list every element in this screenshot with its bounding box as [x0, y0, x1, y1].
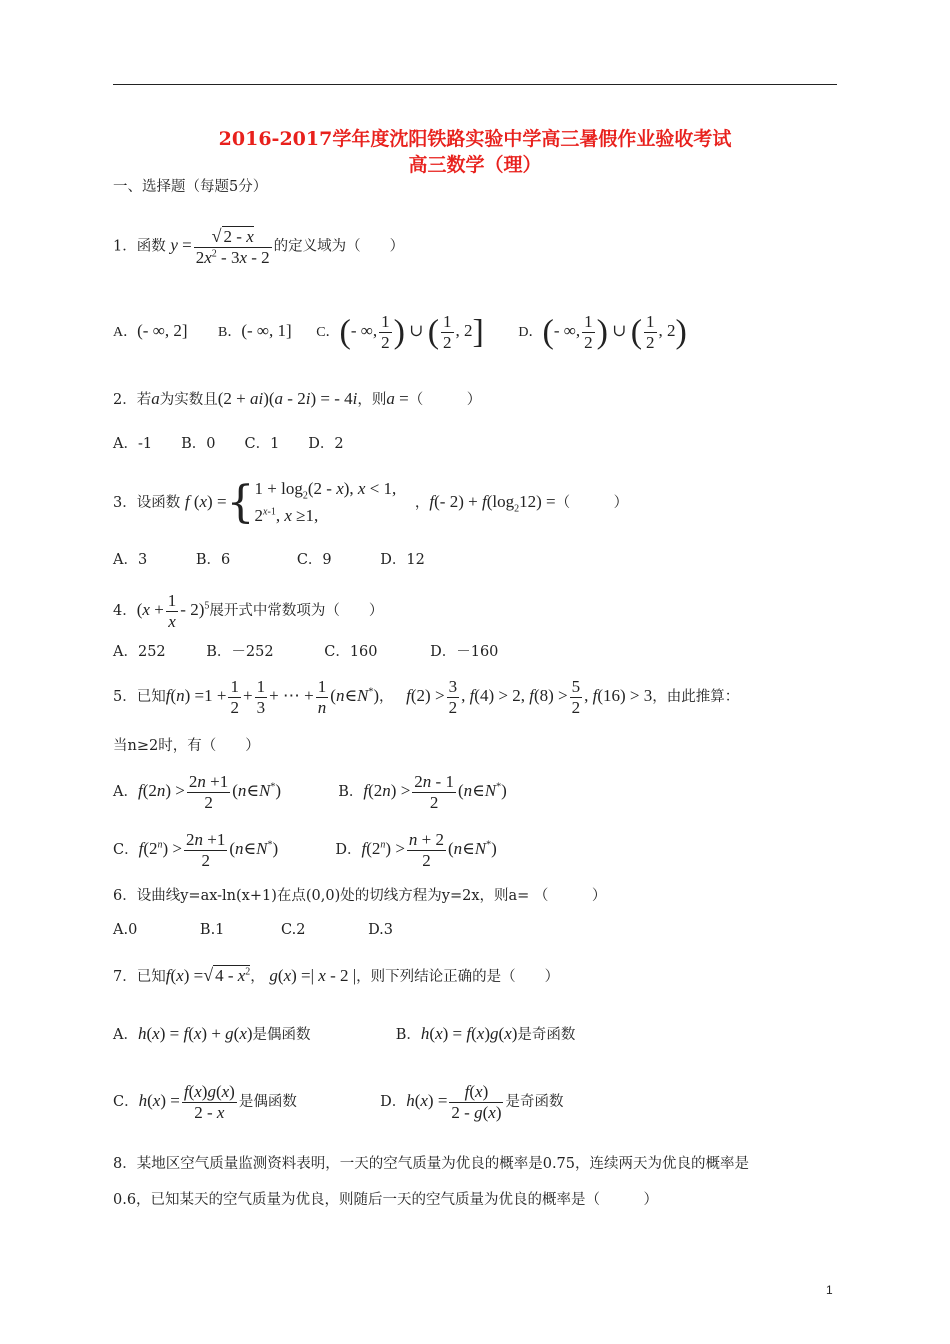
header-rule	[113, 84, 837, 85]
q6-options: A.0 B.1 C.2 D.3	[113, 922, 394, 938]
q7-options-ab: A．h(x) = f(x) + g(x)是偶函数 B．h(x) = f(x)g(x)是奇函数	[113, 1024, 576, 1043]
question-3: 3．设函数 f (x) ={ $1 + \log_2(2 - x)$, x < 1, 2$^{x-1}$, x ≥1, ，f(- $2) + f(\log_212)$ =（ ）	[113, 477, 629, 529]
question-6: 6．设曲线y=ax-ln(x+1)在点(0,0)处的切线方程为y=2x，则a= （ ）	[113, 888, 607, 904]
question-8-line1: 8．某地区空气质量监测资料表明，一天的空气质量为优良的概率是0.75，连续两天为优良的概率是	[113, 1156, 750, 1172]
q2-options: A．-1 B．0 C．1 D．2	[113, 436, 344, 452]
question-2: 2．若a为实数且(2 + ai)(a - 2i) = - 4i，则a =（ ）	[113, 389, 482, 408]
q1-fraction: $\frac{√ 2 - x}{2x^2 - 3x - 2}$	[195, 226, 270, 267]
q5-options-ab: A．f(2n) > $\frac{2n +1}{2}$ (n∈N*) B．f(2n) > $\frac{2n - 1}{2}$ (n∈N*)	[113, 772, 507, 812]
q5-line2: 当n≥2时，有（ ）	[113, 738, 260, 754]
exam-subtitle: 高三数学（理）	[408, 154, 542, 176]
page-number: 1	[826, 1283, 833, 1297]
exam-title: 2016-2017学年度沈阳铁路实验中学高三暑假作业验收考试	[218, 128, 732, 150]
q4-options: A．252 B．－252 C．160 D．－160	[113, 644, 499, 660]
q5-options-cd: C．$f(2^n)$ > $\frac{2n +1}{2}$ (n∈N*) D．$f(2^n)$ > $\frac{n + 2}{2}$ (n∈N*)	[113, 830, 497, 870]
q3-options: A．3 B．6 C．9 D．12	[113, 552, 425, 568]
question-4: 4．(x + $\frac{1}{x}$ - 2)$^5$展开式中常数项为（ ）	[113, 591, 384, 631]
question-5: 5．已知f(n) =1 + $\frac{1}{2}$ + $\frac{1}{3}$ + ⋯ + $\frac{1}{n}$ (n∈N*)， f(2) > $\frac{3}{2}$ , f(4) > 2, f(8) > $\frac{5}{2}$ , f(16) > 3，由此推算：	[113, 677, 740, 717]
question-8-line2: 0.6，已知某天的空气质量为优良，则随后一天的空气质量为优良的概率是（ ）	[113, 1192, 659, 1208]
q1-options: A．(- ∞, 2] B．(- ∞, 1] C．(- ∞, $\frac{1}{2}$ ) ∪ ( $\frac{1}{2}$ , 2] D．(- ∞, $\frac{1}{2}$ ) ∪ ( $\frac{1}{2}$ , 2)	[113, 312, 687, 352]
section-heading: 一、选择题（每题5分）	[113, 179, 268, 195]
question-7: 7．已知f(x) =√ $4 - x^2$， g(x) =| x - 2 |，则下列结论正确的是（ ）	[113, 965, 560, 985]
question-1: 1．函数 y = $\frac{√ 2 - x}{2x^2 - 3x - 2}$ 的定义域为（ ）	[113, 226, 405, 267]
q7-options-cd: C．h(x) = $\frac{f(x)g(x)}{2 - x}$ 是偶函数 D．h(x) = $\frac{f(x)}{2 - g(x)}$ 是奇函数	[113, 1082, 564, 1122]
